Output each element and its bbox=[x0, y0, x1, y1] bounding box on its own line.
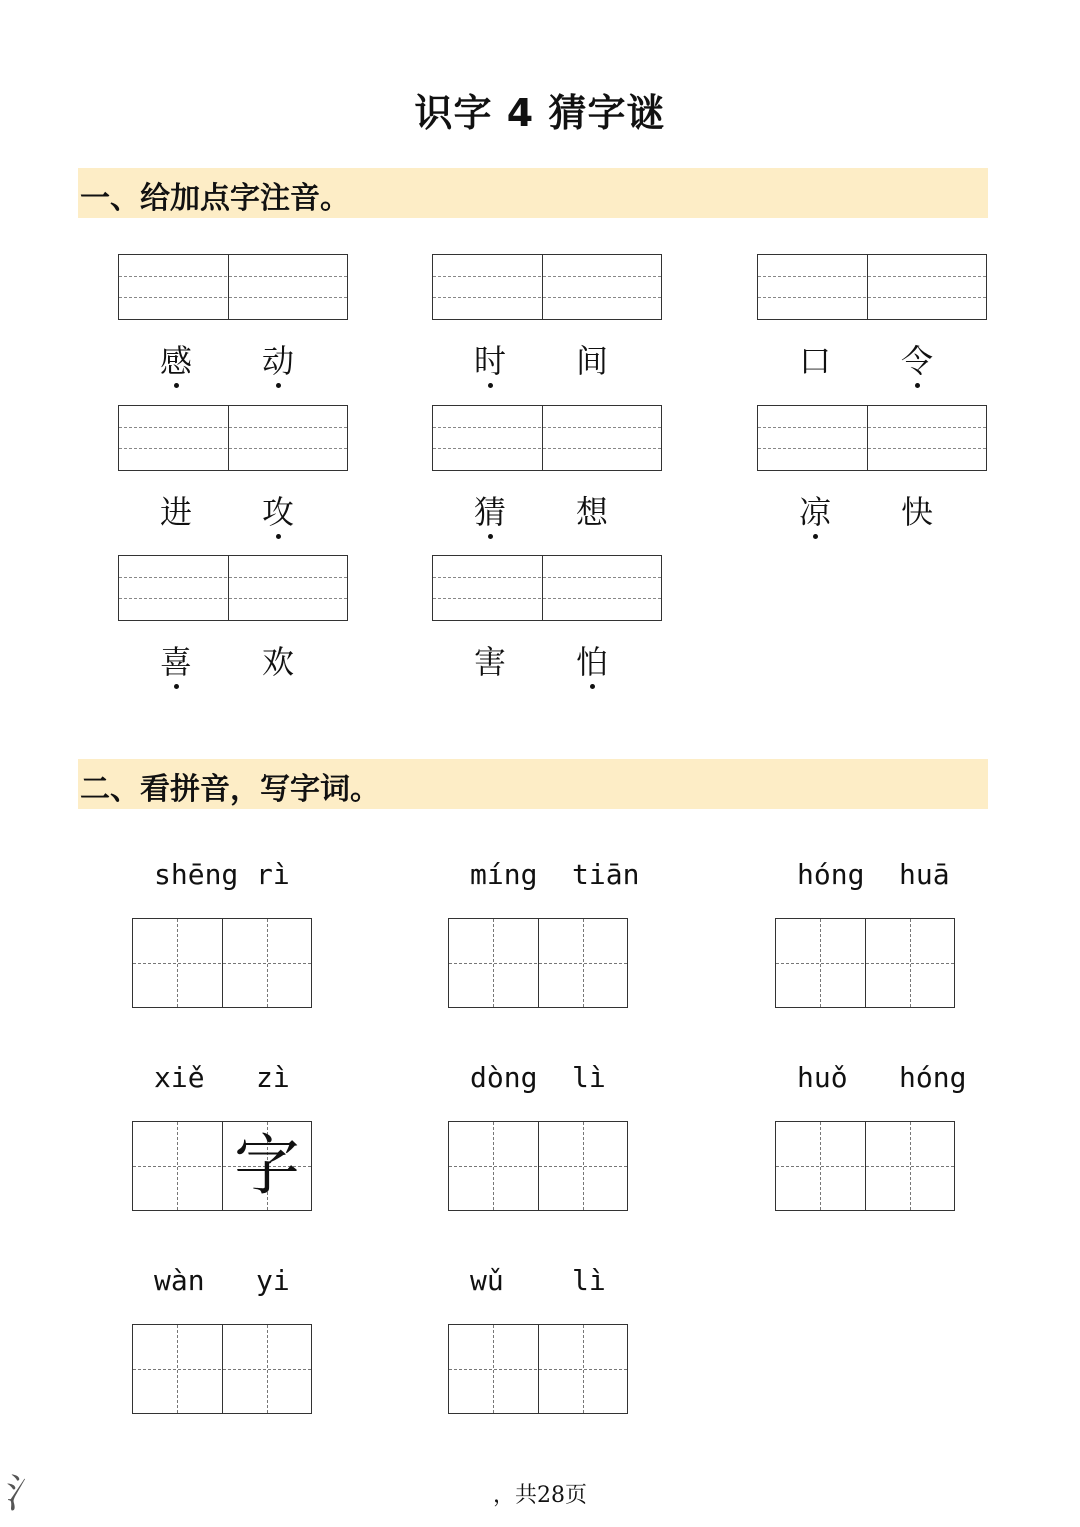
dotted-character: 猜 bbox=[470, 487, 510, 533]
character: 进 bbox=[159, 493, 192, 531]
word-row bbox=[432, 637, 662, 697]
pinyin-syllable: hóng bbox=[797, 858, 865, 891]
pinyin-syllable: xiě bbox=[154, 1061, 205, 1094]
pinyin-write-item bbox=[132, 1264, 312, 1414]
dotted-character: 动 bbox=[258, 336, 298, 382]
pinyin-writing-lines[interactable] bbox=[118, 405, 348, 471]
pinyin-write-item bbox=[775, 858, 955, 1008]
pinyin-exercise-item bbox=[118, 405, 348, 547]
word-row bbox=[118, 336, 348, 396]
pinyin-exercise-item bbox=[432, 555, 662, 697]
pinyin-writing-lines[interactable] bbox=[757, 254, 987, 320]
pinyin-writing-lines[interactable] bbox=[118, 555, 348, 621]
pinyin-syllable: lì bbox=[572, 1061, 606, 1094]
pinyin-prompt bbox=[448, 1061, 628, 1101]
dotted-character: 怕 bbox=[572, 637, 612, 683]
tianzige-grid[interactable] bbox=[775, 918, 955, 1008]
corner-mark: 氵 bbox=[6, 1471, 46, 1517]
pinyin-writing-lines[interactable] bbox=[757, 405, 987, 471]
pinyin-write-item bbox=[448, 1061, 628, 1211]
character: 想 bbox=[575, 493, 608, 531]
tianzige-grid[interactable] bbox=[448, 918, 628, 1008]
dotted-character: 令 bbox=[897, 336, 937, 382]
tianzige-grid[interactable] bbox=[132, 1324, 312, 1414]
character: 间 bbox=[575, 342, 608, 380]
pinyin-write-item bbox=[448, 858, 640, 1008]
pinyin-syllable: lì bbox=[572, 1264, 606, 1297]
word-row bbox=[432, 336, 662, 396]
section-1-header bbox=[78, 168, 988, 218]
word-row bbox=[118, 637, 348, 697]
dotted-character: 凉 bbox=[795, 487, 835, 533]
character: 害 bbox=[473, 643, 506, 681]
page-footer: ，共28页 bbox=[493, 1483, 587, 1508]
word-row bbox=[118, 487, 348, 547]
pinyin-syllable: míng bbox=[470, 858, 538, 891]
pinyin-exercise-item bbox=[118, 555, 348, 697]
pinyin-syllable: rì bbox=[256, 858, 290, 891]
pinyin-exercise-item bbox=[757, 254, 987, 396]
page-title: 识字 4 猜字谜 bbox=[414, 91, 666, 135]
pinyin-syllable: shēng bbox=[154, 858, 239, 891]
character: 快 bbox=[900, 493, 933, 531]
pinyin-prompt bbox=[132, 1264, 312, 1304]
pinyin-prompt bbox=[448, 1264, 628, 1304]
pinyin-prompt bbox=[775, 858, 955, 898]
tianzige-grid[interactable] bbox=[448, 1324, 628, 1414]
pinyin-syllable: tiān bbox=[572, 858, 640, 891]
pinyin-syllable: hóng bbox=[899, 1061, 967, 1094]
pinyin-syllable: wǔ bbox=[470, 1264, 504, 1297]
word-row bbox=[757, 487, 987, 547]
pinyin-syllable: huǒ bbox=[797, 1061, 848, 1094]
pinyin-syllable: zì bbox=[256, 1061, 290, 1094]
tianzige-grid[interactable] bbox=[448, 1121, 628, 1211]
word-row bbox=[432, 487, 662, 547]
pinyin-writing-lines[interactable] bbox=[432, 555, 662, 621]
section-2-heading: 二、看拼音，写字词。 bbox=[80, 772, 380, 807]
pinyin-syllable: huā bbox=[899, 858, 950, 891]
pinyin-write-item bbox=[132, 1061, 312, 1211]
pinyin-exercise-item bbox=[432, 405, 662, 547]
pinyin-exercise-item bbox=[432, 254, 662, 396]
pinyin-exercise-item bbox=[118, 254, 348, 396]
section-1-heading: 一、给加点字注音。 bbox=[80, 181, 350, 216]
dotted-character: 时 bbox=[470, 336, 510, 382]
pinyin-write-item bbox=[448, 1264, 628, 1414]
dotted-character: 喜 bbox=[156, 637, 196, 683]
dotted-character: 感 bbox=[156, 336, 196, 382]
character: 欢 bbox=[261, 643, 294, 681]
section-2-header bbox=[78, 759, 988, 809]
pinyin-syllable: wàn bbox=[154, 1264, 205, 1297]
pinyin-writing-lines[interactable] bbox=[432, 405, 662, 471]
tianzige-grid[interactable] bbox=[132, 918, 312, 1008]
pinyin-writing-lines[interactable] bbox=[432, 254, 662, 320]
pinyin-exercise-item bbox=[757, 405, 987, 547]
character: 口 bbox=[798, 342, 831, 380]
pinyin-prompt bbox=[775, 1061, 967, 1101]
written-character: 字 bbox=[234, 1127, 300, 1204]
pinyin-prompt bbox=[132, 1061, 312, 1101]
tianzige-grid[interactable] bbox=[775, 1121, 955, 1211]
pinyin-prompt bbox=[448, 858, 640, 898]
word-row bbox=[757, 336, 987, 396]
pinyin-write-item bbox=[775, 1061, 967, 1211]
dotted-character: 攻 bbox=[258, 487, 298, 533]
pinyin-writing-lines[interactable] bbox=[118, 254, 348, 320]
pinyin-prompt bbox=[132, 858, 312, 898]
pinyin-syllable: dòng bbox=[470, 1061, 538, 1094]
tianzige-grid[interactable] bbox=[132, 1121, 312, 1211]
pinyin-write-item bbox=[132, 858, 312, 1008]
pinyin-syllable: yi bbox=[256, 1264, 290, 1297]
